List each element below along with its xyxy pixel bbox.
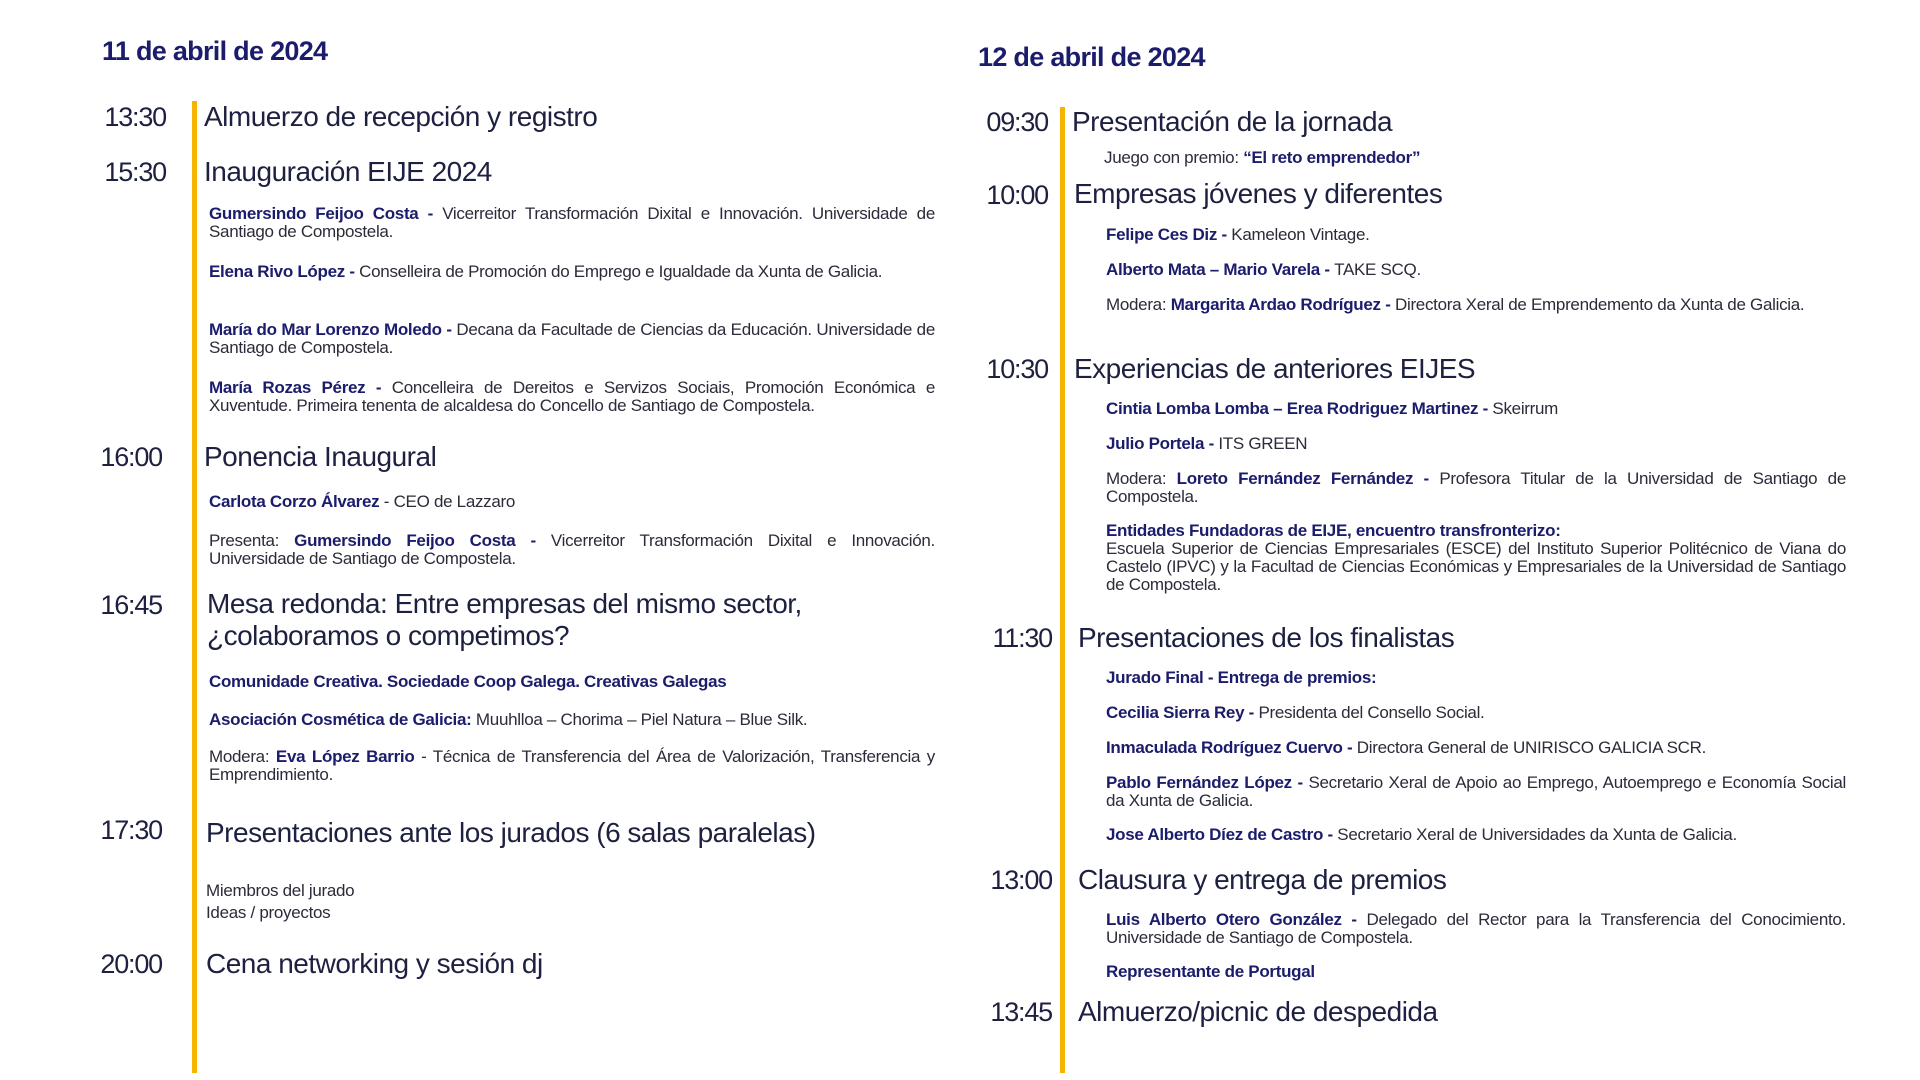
- speaker-role: Presidenta del Consello Social.: [1258, 703, 1485, 722]
- speaker-role: Vicerreitor Transformación Dixital e Innovación. Universidade de Santiago de Compostela.: [209, 204, 935, 241]
- day-2-column: [960, 0, 1920, 1080]
- session-title: Cena networking y sesión dj: [206, 948, 543, 979]
- day-2-timeline-bar: [1060, 107, 1065, 1073]
- speaker-entry: [1106, 963, 1846, 981]
- speaker-entry: [1106, 669, 1846, 687]
- speaker-name: Elena Rivo López: [209, 262, 345, 281]
- speaker-role: Secretario Xeral de Apoio ao Emprego, Autoemprego e Economía Social da Xunta de Galicia.: [1106, 773, 1846, 810]
- game-name: “El reto emprendedor”: [1243, 148, 1421, 167]
- speaker-role: Concelleira de Dereitos e Servizos Sociais, Promoción Económica e Xuventude. Primeira tenenta de alcaldesa do Concello de Santiago de Compostela.: [209, 378, 935, 415]
- speaker-role: Muuhlloa – Chorima – Piel Natura – Blue Silk.: [471, 710, 808, 729]
- separator: -: [1413, 469, 1440, 488]
- role-prefix: Presenta:: [209, 531, 295, 550]
- jury-note: Ideas / proyectos: [206, 903, 331, 922]
- session-title: Presentación de la jornada: [1072, 106, 1393, 137]
- separator: -: [1478, 399, 1493, 418]
- speaker-role: Profesora Titular de la Universidad de Santiago de Compostela.: [1106, 469, 1846, 506]
- role-prefix: Modera:: [209, 747, 276, 766]
- speaker-name: Pablo Fernández López: [1106, 773, 1292, 792]
- speaker-entry: [1106, 739, 1846, 757]
- game-note: [1104, 149, 1844, 167]
- speaker-name: Loreto Fernández Fernández: [1176, 469, 1414, 488]
- speaker-role: CEO de Lazzaro: [393, 492, 516, 511]
- session-time: 17:30: [100, 815, 162, 845]
- session-title: Empresas jóvenes y diferentes: [1074, 178, 1443, 209]
- day-1-timeline-bar: [192, 101, 197, 1073]
- session-time: 13:45: [990, 997, 1052, 1027]
- day-1-date: 11 de abril de 2024: [102, 36, 328, 66]
- speaker-name: Jose Alberto Díez de Castro: [1106, 825, 1324, 844]
- separator: -: [379, 492, 394, 511]
- separator: -: [1204, 434, 1219, 453]
- speaker-role: Secretario Xeral de Universidades da Xunta de Galicia.: [1337, 825, 1737, 844]
- speaker-role: Delegado del Rector para la Transferencia del Conocimiento. Universidade de Santiago de Compostela.: [1106, 910, 1846, 947]
- speaker-entry: [1106, 470, 1846, 506]
- speaker-name: Alberto Mata – Mario Varela: [1106, 260, 1320, 279]
- speaker-role: Técnica de Transferencia del Área de Valorización, Transferencia y Emprendimiento.: [209, 747, 935, 784]
- session-title: Presentaciones de los finalistas: [1078, 622, 1455, 653]
- speaker-name: Asociación Cosmética de Galicia:: [209, 710, 472, 729]
- speaker-entry: [1106, 911, 1846, 947]
- speaker-name: Jurado Final - Entrega de premios:: [1106, 668, 1377, 687]
- session-time: 13:00: [990, 865, 1052, 895]
- speaker-name: Luis Alberto Otero González: [1106, 910, 1342, 929]
- separator: -: [1342, 738, 1357, 757]
- speaker-name: Margarita Ardao Rodríguez: [1170, 295, 1381, 314]
- session-title: Inauguración EIJE 2024: [204, 156, 492, 187]
- session-title: Mesa redonda: Entre empresas del mismo sector, ¿colaboramos o competimos?: [207, 588, 802, 651]
- speaker-name: María do Mar Lorenzo Moledo: [209, 320, 442, 339]
- speaker-name: Carlota Corzo Álvarez: [209, 492, 380, 511]
- speaker-entry: [209, 321, 935, 357]
- speaker-name: Comunidade Creativa. Sociedade Coop Galega. Creativas Galegas: [209, 672, 727, 691]
- speaker-name: Gumersindo Feijoo Costa: [209, 204, 419, 223]
- speaker-name: Representante de Portugal: [1106, 962, 1315, 981]
- entities-text: Escuela Superior de Ciencias Empresariales (ESCE) del Instituto Superior Politécnico de Viana do Castelo (IPVC) y la Facultad de Ciencias Económicas y Empresariales de la Universidad de Santiago de Compostela.: [1106, 539, 1846, 594]
- speaker-entry: [209, 379, 935, 415]
- speaker-role: Directora Xeral de Emprendemento da Xunta de Galicia.: [1394, 295, 1805, 314]
- session-time: 16:00: [100, 442, 162, 472]
- separator: -: [515, 531, 551, 550]
- separator: -: [1380, 295, 1395, 314]
- session-title: Almuerzo/picnic de despedida: [1078, 996, 1438, 1027]
- speaker-entry: [1106, 774, 1846, 810]
- speaker-entry: [1106, 435, 1846, 453]
- session-title: Experiencias de anteriores EIJES: [1074, 353, 1476, 384]
- speaker-role: Vicerreitor Transformación Dixital e Innovación. Universidade de Santiago de Compostela.: [209, 531, 935, 568]
- speaker-role: Skeirrum: [1492, 399, 1559, 418]
- speaker-role: ITS GREEN: [1218, 434, 1308, 453]
- role-prefix: Modera:: [1106, 469, 1177, 488]
- speaker-role: Directora General de UNIRISCO GALICIA SCR.: [1356, 738, 1707, 757]
- session-time: 10:30: [986, 354, 1048, 384]
- speaker-entry: [1106, 704, 1846, 722]
- speaker-role: Kameleon Vintage.: [1231, 225, 1370, 244]
- speaker-name: Eva López Barrio: [275, 747, 415, 766]
- speaker-role: Decana da Facultade de Ciencias da Educación. Universidade de Santiago de Compostela.: [209, 320, 935, 357]
- separator: -: [344, 262, 360, 281]
- speaker-name: Julio Portela: [1106, 434, 1205, 453]
- separator: -: [1319, 260, 1335, 279]
- speaker-name: María Rozas Pérez: [209, 378, 366, 397]
- role-prefix: Modera:: [1106, 295, 1171, 314]
- separator: -: [414, 747, 433, 766]
- entities-block: [1106, 522, 1846, 594]
- separator: -: [1323, 825, 1338, 844]
- separator: -: [1244, 703, 1259, 722]
- session-title: Presentaciones ante los jurados (6 salas paralelas): [206, 817, 816, 848]
- speaker-name: Felipe Ces Diz: [1106, 225, 1218, 244]
- speaker-entry: [209, 493, 935, 511]
- session-time: 13:30: [104, 102, 166, 132]
- session-title: Ponencia Inaugural: [204, 441, 437, 472]
- speaker-entry: [209, 532, 935, 568]
- speaker-entry: [1106, 296, 1846, 314]
- session-time: 11:30: [992, 623, 1052, 653]
- speaker-role: Conselleira de Promoción do Emprego e Igualdade da Xunta de Galicia.: [359, 262, 883, 281]
- session-time: 16:45: [100, 590, 162, 620]
- session-time: 09:30: [986, 107, 1048, 137]
- speaker-name: Inmaculada Rodríguez Cuervo: [1106, 738, 1343, 757]
- speaker-name: Cecilia Sierra Rey: [1106, 703, 1245, 722]
- speaker-name: Gumersindo Feijoo Costa: [294, 531, 516, 550]
- separator: -: [1291, 773, 1309, 792]
- day-2-date: 12 de abril de 2024: [978, 42, 1205, 72]
- speaker-entry: [209, 205, 935, 241]
- entities-title: Entidades Fundadoras de EIJE, encuentro transfronterizo:: [1106, 521, 1561, 540]
- session-time: 15:30: [104, 157, 166, 187]
- jury-note: Miembros del jurado: [206, 881, 355, 900]
- speaker-entry: [1106, 226, 1846, 244]
- session-title: Almuerzo de recepción y registro: [204, 101, 598, 132]
- speaker-entry: [209, 263, 935, 281]
- game-prefix: Juego con premio:: [1104, 148, 1244, 167]
- separator: -: [365, 378, 392, 397]
- speaker-entry: [209, 748, 935, 784]
- speaker-entry: [1106, 400, 1846, 418]
- separator: -: [441, 320, 457, 339]
- speaker-entry: [1106, 826, 1846, 844]
- session-time: 20:00: [100, 949, 162, 979]
- speaker-entry: [209, 673, 935, 691]
- separator: -: [418, 204, 443, 223]
- separator: -: [1341, 910, 1367, 929]
- speaker-role: TAKE SCQ.: [1334, 260, 1421, 279]
- session-time: 10:00: [986, 180, 1048, 210]
- speaker-entry: [209, 711, 935, 729]
- speaker-name: Cintia Lomba Lomba – Erea Rodriguez Martinez: [1106, 399, 1479, 418]
- separator: -: [1217, 225, 1232, 244]
- speaker-entry: [1106, 261, 1846, 279]
- session-title: Clausura y entrega de premios: [1078, 864, 1447, 895]
